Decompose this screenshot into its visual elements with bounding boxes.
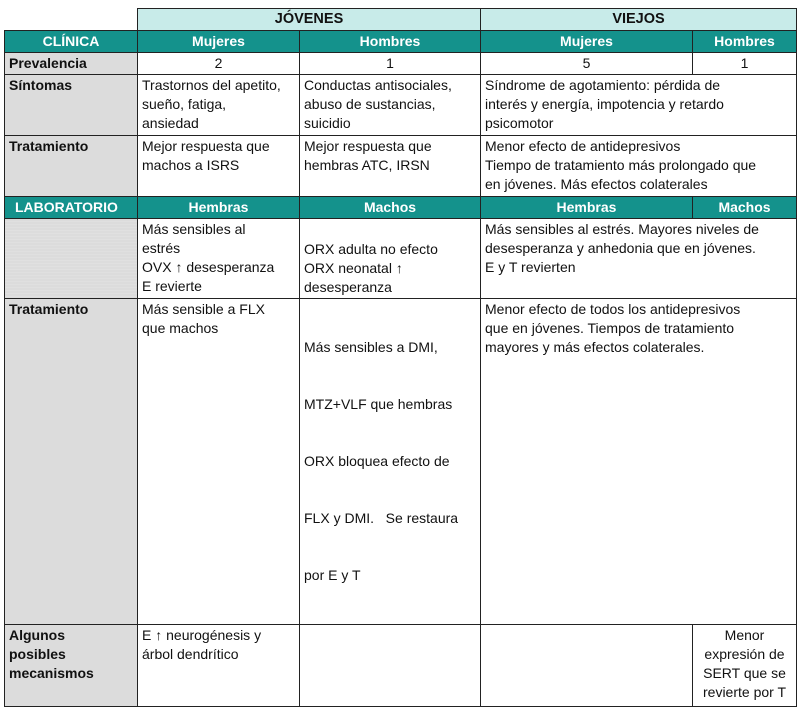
- row-label-sintomas: Síntomas: [5, 75, 138, 136]
- tratamiento-young-men: Mejor respuesta que hembras ATC, IRSN: [300, 136, 481, 197]
- sintomas-young-women: Trastornos del apetito, sueño, fatiga, ansiedad: [138, 75, 300, 136]
- lab-tratamiento-old: Menor efecto de todos los antidepresivos que en jóvenes. Tiempos de tratamiento mayores y más efectos colaterales.: [481, 299, 797, 625]
- section-header-clinica: CLÍNICA: [5, 31, 138, 53]
- lab-tratamiento-young-males: Más sensibles a DMI, MTZ+VLF que hembras ORX bloquea efecto de FLX y DMI. Se restaura por E y T: [300, 299, 481, 625]
- row-label-tratamiento-lab: Tratamiento: [5, 299, 138, 625]
- col-header-old-men: Hombres: [693, 31, 797, 53]
- sintomas-old: Síndrome de agotamiento: pérdida de interés y energía, impotencia y retardo psicomotor: [481, 75, 797, 136]
- row-label-mecanismos: Algunos posibles mecanismos: [5, 625, 138, 707]
- sintomas-young-men: Conductas antisociales, abuso de sustancias, suicidio: [300, 75, 481, 136]
- tratamiento-old: Menor efecto de antidepresivos Tiempo de tratamiento más prolongado que en jóvenes. Más efectos colaterales: [481, 136, 797, 197]
- clinical-lab-table: [4, 8, 797, 707]
- group-header-old: VIEJOS: [481, 9, 797, 31]
- lab-col-old-females: Hembras: [481, 197, 693, 219]
- prevalencia-young-men: 1: [300, 53, 481, 75]
- row-label-lab-empty: [5, 219, 138, 299]
- row-label-tratamiento-clinica: Tratamiento: [5, 136, 138, 197]
- prevalencia-young-women: 2: [138, 53, 300, 75]
- mecanismos-young-females: E ↑ neurogénesis y árbol dendrítico: [138, 625, 300, 707]
- lab-young-females: Más sensibles al estrés OVX ↑ desesperanza E revierte: [138, 219, 300, 299]
- prevalencia-old-men: 1: [693, 53, 797, 75]
- col-header-young-men: Hombres: [300, 31, 481, 53]
- mecanismos-old-males: Menor expresión de SERT que se revierte por T: [693, 625, 797, 707]
- prevalencia-old-women: 5: [481, 53, 693, 75]
- tratamiento-young-women: Mejor respuesta que machos a ISRS: [138, 136, 300, 197]
- col-header-old-women: Mujeres: [481, 31, 693, 53]
- mecanismos-old-females: [481, 625, 693, 707]
- lab-tratamiento-young-females: Más sensible a FLX que machos: [138, 299, 300, 625]
- lab-col-young-females: Hembras: [138, 197, 300, 219]
- lab-col-old-males: Machos: [693, 197, 797, 219]
- row-label-prevalencia: Prevalencia: [5, 53, 138, 75]
- col-header-young-women: Mujeres: [138, 31, 300, 53]
- mecanismos-young-males: [300, 625, 481, 707]
- lab-young-males: ORX adulta no efecto ORX neonatal ↑ desesperanza: [300, 219, 481, 299]
- group-header-young: JÓVENES: [138, 9, 481, 31]
- corner-empty: [5, 9, 138, 31]
- section-header-laboratorio: LABORATORIO: [5, 197, 138, 219]
- lab-old: Más sensibles al estrés. Mayores niveles de desesperanza y anhedonia que en jóvenes. E y T revierten: [481, 219, 797, 299]
- lab-col-young-males: Machos: [300, 197, 481, 219]
